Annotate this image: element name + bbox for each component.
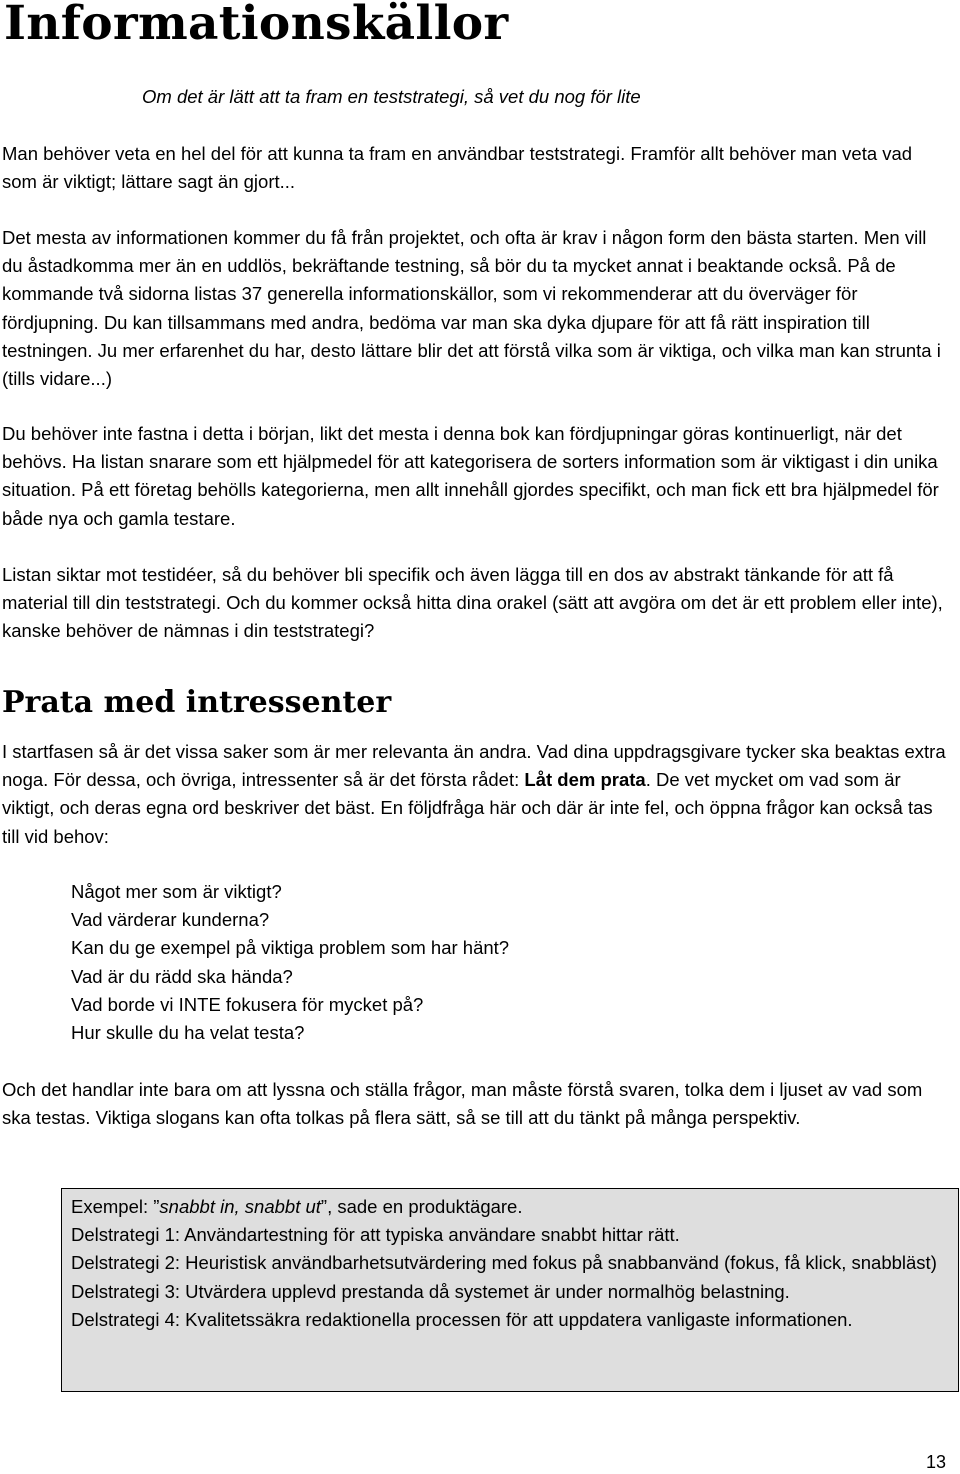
subtitle: Om det är lätt att ta fram en teststrategi, så vet du nog för lite <box>142 86 641 107</box>
list-item: Hur skulle du ha velat testa? <box>71 1022 305 1044</box>
intro-paragraph-4 <box>2 561 952 646</box>
list-item: Kan du ge exempel på viktiga problem som har hänt? <box>71 937 510 959</box>
section-paragraph-2-text: Och det handlar inte bara om att lyssna och ställa frågor, man måste förstå svaren, tolka dem i ljuset av vad som ska testas. Viktiga slogans kan ofta tolkas på flera sätt, så se till att du tänkt på många perspektiv. <box>2 1079 923 1129</box>
intro-paragraph-3 <box>2 420 952 533</box>
section-paragraph-2 <box>2 1076 952 1132</box>
section-paragraph-1 <box>2 738 952 851</box>
section-paragraph-1-after: . De vet mycket om vad som är viktigt, och deras egna ord beskriver det bäst. En följdfråga här och där är inte fel, och öppna frågor kan också tas till vid behov: <box>2 769 933 847</box>
example-lead: Exempel: ” <box>71 1196 160 1217</box>
section-paragraph-1-emphasis: Låt dem prata <box>524 769 646 791</box>
example-heading <box>71 1193 949 1221</box>
section-paragraph-1-before: I startfasen så är det vissa saker som är mer relevanta än andra. Vad dina uppdragsgivare tycker ska beaktas extra noga. För dessa, och övriga, intressenter så är det första rådet: <box>2 741 946 791</box>
intro-paragraph-2 <box>2 224 952 393</box>
question-list <box>71 878 509 1047</box>
page-title: Informationskällor <box>4 0 509 51</box>
strategy-item: Delstrategi 1: Användartestning för att typiska användare snabbt hittar rätt. <box>71 1224 680 1246</box>
example-box <box>61 1188 959 1392</box>
list-item: Vad är du rädd ska hända? <box>71 965 293 987</box>
intro-paragraph-3-text: Du behöver inte fastna i detta i början, likt det mesta i denna bok kan fördjupningar göras kontinuerligt, när det behövs. Ha listan snarare som ett hjälpmedel för att kategorisera de sorters information som är viktigast i din unika situation. På ett företag behölls kategorierna, men allt innehåll gjordes specifikt, och man fick ett bra hjälpmedel för både nya och gamla testare. <box>2 423 939 529</box>
page-number: 13 <box>925 1452 946 1472</box>
intro-paragraph-1-text: Man behöver veta en hel del för att kunna ta fram en användbar teststrategi. Framför allt behöver man veta vad som är viktigt; lättare sagt än gjort... <box>2 143 913 193</box>
strategy-item: Delstrategi 2: Heuristisk användbarhetsutvärdering med fokus på snabbanvänd (fokus, få klick, snabbläst) <box>71 1252 937 1274</box>
example-slogan: snabbt in, snabbt ut <box>159 1196 321 1217</box>
section-title: Prata med intressenter <box>2 685 392 720</box>
intro-paragraph-1 <box>2 140 952 196</box>
list-item: Vad borde vi INTE fokusera för mycket på? <box>71 993 424 1015</box>
intro-paragraph-2-text: Det mesta av informationen kommer du få från projektet, och ofta är krav i någon form den bästa starten. Men vill du åstadkomma mer än en uddlös, bekräftande testning, så bör du ta mycket annat i beaktande också. På de kommande två sidorna listas 37 generella informationskällor, som vi rekommenderar att du överväger för fördjupning. Du kan tillsammans med andra, bedöma var man ska dyka djupare för att få rätt inspiration till testningen. Ju mer erfarenhet du har, desto lättare blir det att förstå vilka som är viktiga, och vilka man kan strunta i (tills vidare...) <box>2 227 941 390</box>
strategy-item: Delstrategi 4: Kvalitetssäkra redaktionella processen för att uppdatera vanligaste informationen. <box>71 1308 853 1330</box>
example-tail: ”, sade en produktägare. <box>320 1196 523 1217</box>
list-item: Vad värderar kunderna? <box>71 909 270 931</box>
list-item: Något mer som är viktigt? <box>71 881 282 902</box>
intro-paragraph-4-text: Listan siktar mot testidéer, så du behöver bli specifik och även lägga till en dos av abstrakt tänkande för att få material till din teststrategi. Och du kommer också hitta dina orakel (sätt att avgöra om det är ett problem eller inte), kanske behöver de nämnas i din teststrategi? <box>2 564 943 642</box>
strategy-item: Delstrategi 3: Utvärdera upplevd prestanda då systemet är under normalhög belastning. <box>71 1280 790 1302</box>
